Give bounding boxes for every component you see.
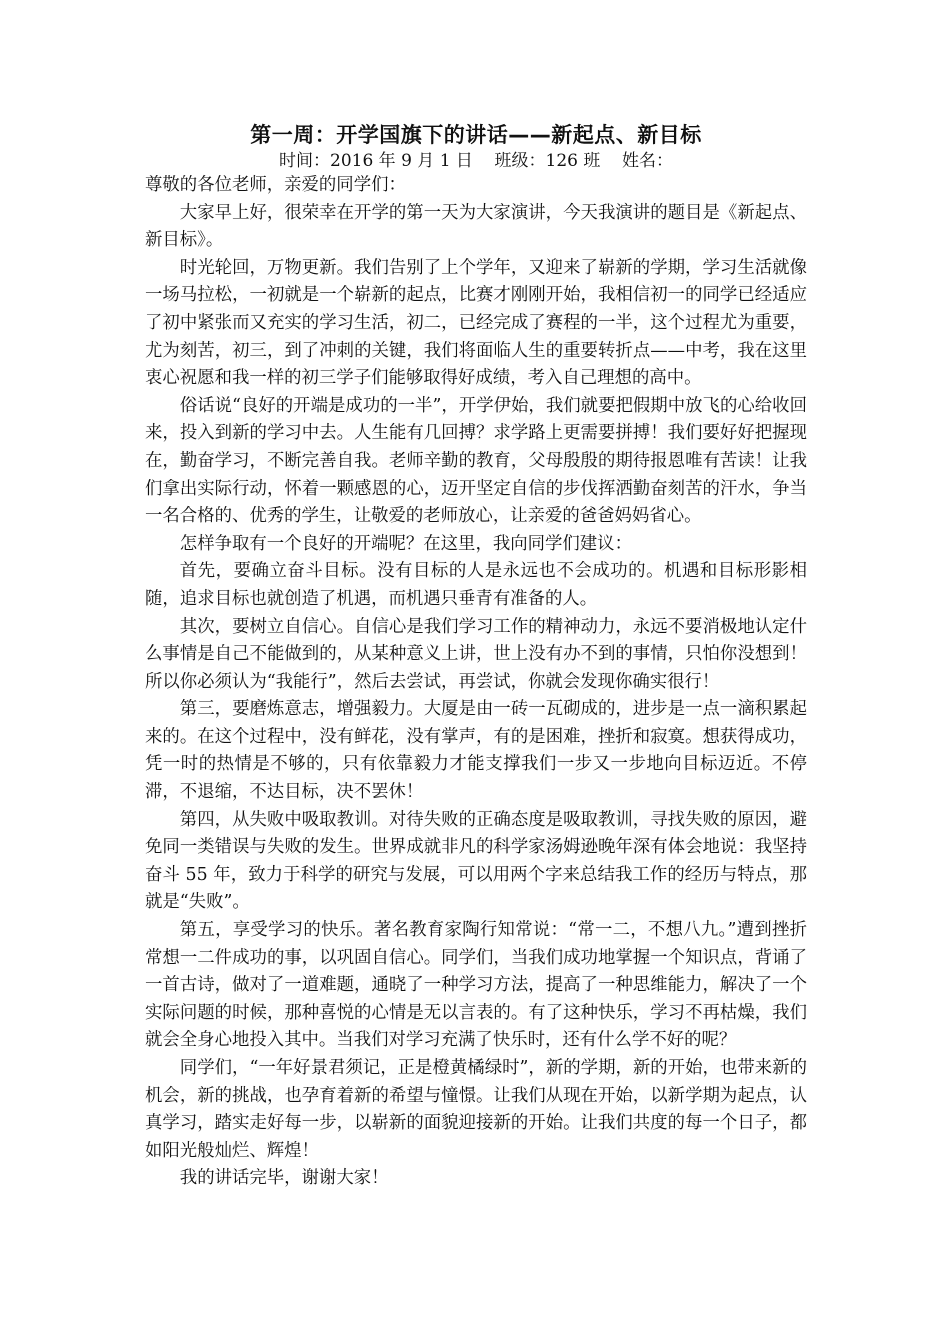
paragraph-fourth-failure: 第四，从失败中吸取教训。对待失败的正确态度是吸取教训，寻找失败的原因，避免同一类错误与失败的发生。世界成就非凡的科学家汤姆逊晚年深有体会地说：我坚持奋斗 55 年，致力于科学的研究与发展，可以用两个字来总结我工作的经历与特点，那就是“失败”。 bbox=[145, 809, 807, 913]
paragraph-second-confidence: 其次，要树立自信心。自信心是我们学习工作的精神动力，永远不要消极地认定什么事情是自己不能做到的，从某种意义上讲，世上没有办不到的事情，只怕你没想到！所以你必须认为“我能行”，然后去尝试，再尝试，你就会发现你确实很行！ bbox=[145, 616, 807, 692]
paragraph-greeting: 大家早上好，很荣幸在开学的第一天为大家演讲，今天我演讲的题目是《新起点、新目标》。 bbox=[145, 202, 807, 251]
document-title: 第一周：开学国旗下的讲话——新起点、新目标 bbox=[250, 123, 702, 147]
paragraph-good-start: 俗话说“良好的开端是成功的一半”，开学伊始，我们就要把假期中放飞的心给收回来，投入到新的学习中去。人生能有几回搏？求学路上更需要拼搏！我们要好好把握现在，勤奋学习，不断完善自我。老师辛勤的教育，父母殷殷的期待报恩唯有苦读！让我们拿出实际行动，怀着一颗感恩的心，迈开坚定自信的步伐挥洒勤奋刻苦的汗水，争当一名合格的、优秀的学生，让敬爱的老师放心，让亲爱的爸爸妈妈省心。 bbox=[145, 395, 807, 527]
paragraph-suggestions-intro: 怎样争取有一个良好的开端呢？在这里，我向同学们建议： bbox=[179, 533, 632, 554]
paragraph-first-goal: 首先，要确立奋斗目标。没有目标的人是永远也不会成功的。机遇和目标形影相随，追求目标也就创造了机遇，而机遇只垂青有准备的人。 bbox=[145, 561, 807, 609]
document-page bbox=[145, 120, 807, 1193]
paragraph-thanks: 我的讲话完毕，谢谢大家！ bbox=[179, 1168, 389, 1189]
document-meta-line: 时间：2016 年 9 月 1 日 班级：126 班 姓名： bbox=[279, 151, 673, 171]
salutation: 尊敬的各位老师，亲爱的同学们： bbox=[145, 175, 406, 195]
paragraph-fifth-joy: 第五，享受学习的快乐。著名教育家陶行知常说：“常一二，不想八九。”遭到挫折常想一二件成功的事，以巩固自信心。同学们，当我们成功地掌握一个知识点，背诵了一首古诗，做对了一道难题，通晓了一种学习方法，提高了一种思维能力，解决了一个实际问题的时候，那种喜悦的心情是无以言表的。有了这种快乐，学习不再枯燥，我们就会全身心地投入其中。当我们对学习充满了快乐时，还有什么学不好的呢？ bbox=[145, 920, 807, 1051]
paragraph-closing-wish: 同学们，“一年好景君须记，正是橙黄橘绿时”，新的学期，新的开始，也带来新的机会，新的挑战，也孕育着新的希望与憧憬。让我们从现在开始，以新学期为起点，认真学习，踏实走好每一步，以崭新的面貌迎接新的开始。让我们共度的每一个日子，都如阳光般灿烂、辉煌！ bbox=[145, 1058, 807, 1161]
paragraph-new-term: 时光轮回，万物更新。我们告别了上个学年，又迎来了崭新的学期，学习生活就像一场马拉松，一初就是一个崭新的起点，比赛才刚刚开始，我相信初一的同学已经适应了初中紧张而又充实的学习生活，初二，已经完成了赛程的一半，这个过程尤为重要，尤为刻苦，初三，到了冲刺的关键，我们将面临人生的重要转折点——中考，我在这里衷心祝愿和我一样的初三学子们能够取得好成绩，考入自己理想的高中。 bbox=[145, 257, 807, 389]
paragraph-third-willpower: 第三，要磨炼意志，增强毅力。大厦是由一砖一瓦砌成的，进步是一点一滴积累起来的。在这个过程中，没有鲜花，没有掌声，有的是困难，挫折和寂寞。想获得成功，凭一时的热情是不够的，只有依靠毅力才能支撑我们一步又一步地向目标迈近。不停滞，不退缩，不达目标，决不罢休！ bbox=[145, 699, 807, 803]
